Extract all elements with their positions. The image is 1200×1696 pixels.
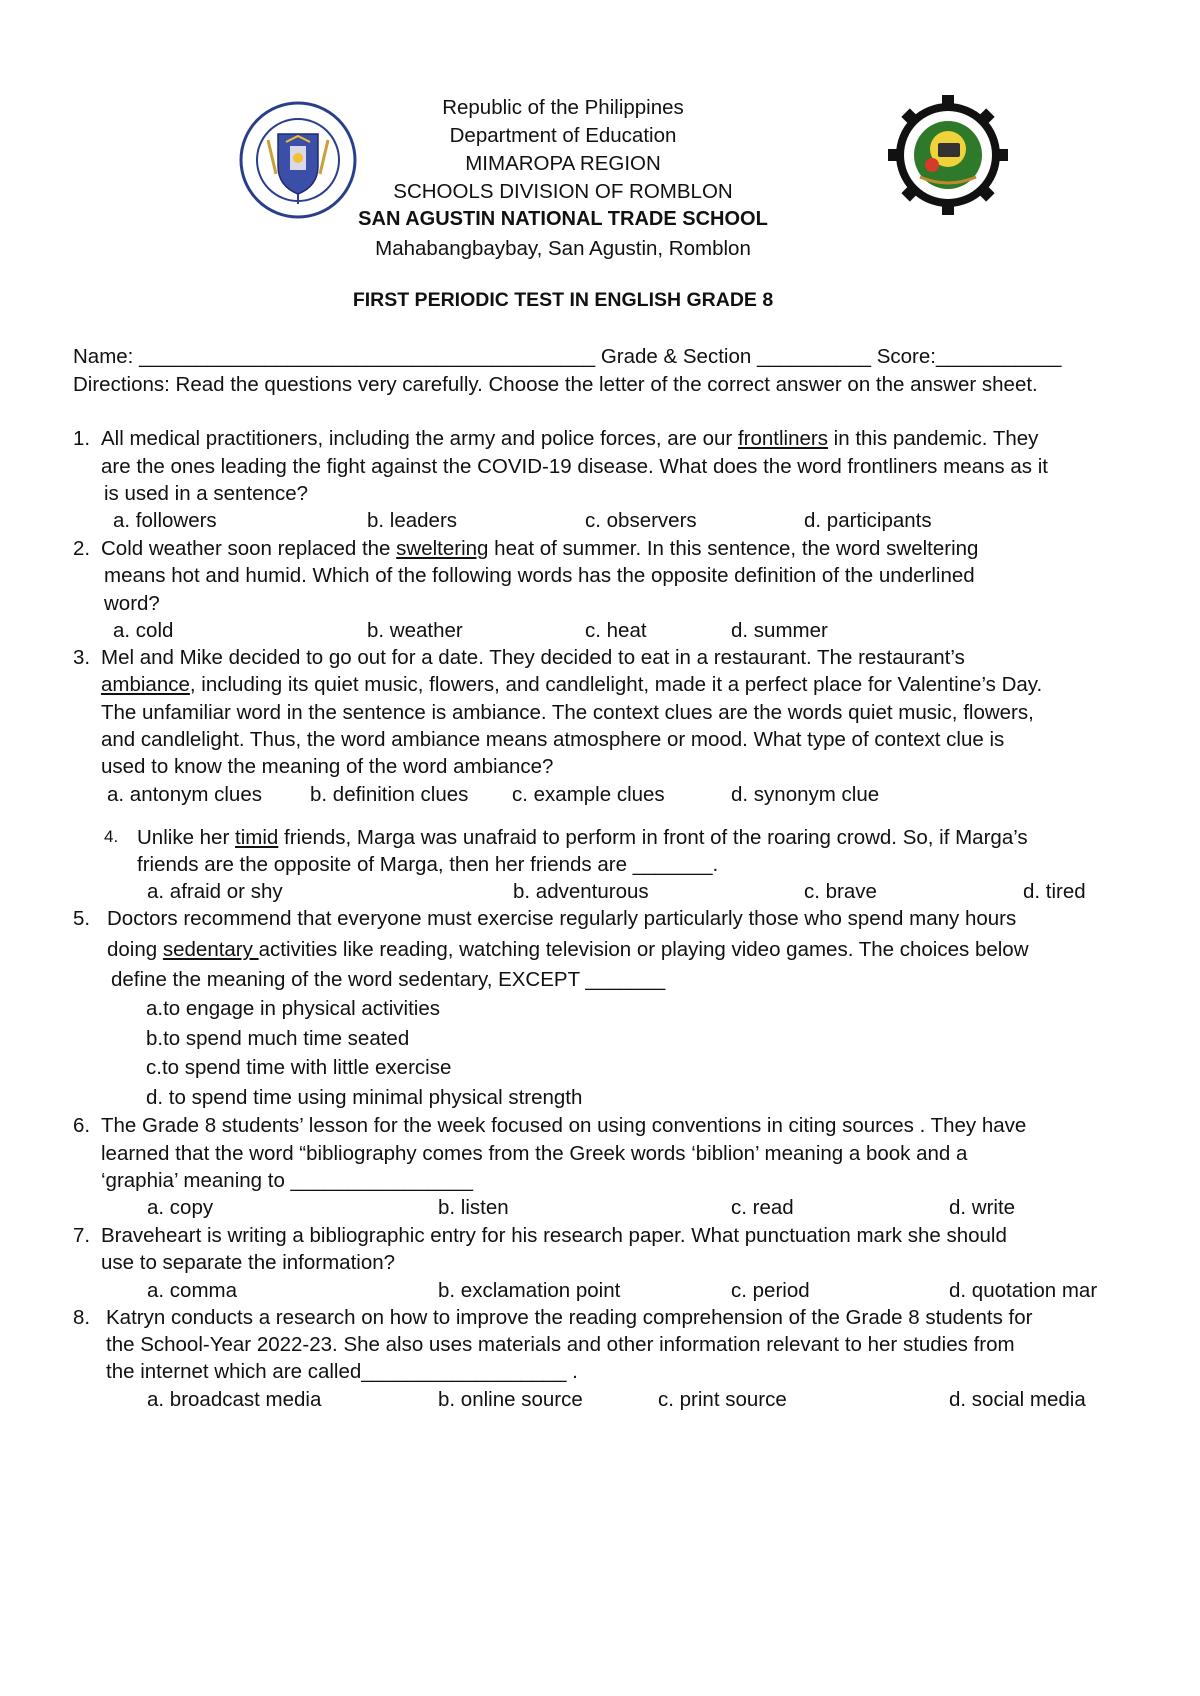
- q5-choice-d[interactable]: d. to spend time using minimal physical strength: [146, 1086, 583, 1109]
- q4-line2: friends are the opposite of Marga, then her friends are _______.: [137, 853, 719, 876]
- q6-line3: ‘graphia’ meaning to ________________: [101, 1169, 473, 1192]
- q4-choice-b[interactable]: b. adventurous: [513, 880, 649, 903]
- header-division: SCHOOLS DIVISION OF ROMBLON: [393, 180, 733, 203]
- q3-line2: [101, 673, 1042, 697]
- score-blank[interactable]: ___________: [935, 345, 1062, 368]
- q2-choice-a[interactable]: a. cold: [113, 619, 174, 642]
- q6-choice-a[interactable]: a. copy: [147, 1196, 214, 1219]
- q5-line2: [107, 938, 1029, 962]
- q7-choice-a[interactable]: a. comma: [147, 1279, 237, 1302]
- q8-choice-b[interactable]: b. online source: [438, 1388, 583, 1411]
- q5-choice-c[interactable]: c.to spend time with little exercise: [146, 1056, 452, 1079]
- q5-number: 5.: [73, 907, 91, 930]
- q6-choice-d[interactable]: d. write: [949, 1196, 1016, 1219]
- q8-line2: the School-Year 2022-23. She also uses materials and other information relevant to her studies from: [106, 1333, 1015, 1356]
- grade-section-blank[interactable]: __________: [756, 345, 871, 368]
- score-label: Score:: [876, 345, 936, 368]
- q3-choice-d[interactable]: d. synonym clue: [731, 783, 880, 806]
- q5-text-b: activities like reading, watching television or playing video games. The choices below: [258, 938, 1029, 961]
- q1-choice-d[interactable]: d. participants: [804, 509, 932, 532]
- q7-choice-c[interactable]: c. period: [731, 1279, 810, 1302]
- q2-underlined-word: sweltering: [396, 537, 489, 560]
- q4-number: 4.: [104, 827, 119, 846]
- name-blank[interactable]: ________________________________________: [139, 345, 596, 368]
- q3-choice-a[interactable]: a. antonym clues: [107, 783, 262, 806]
- q1-choice-c[interactable]: c. observers: [585, 509, 697, 532]
- q3-number: 3.: [73, 646, 91, 669]
- q6-line2: learned that the word “bibliography comes from the Greek words ‘biblion’ meaning a book and a: [101, 1142, 968, 1165]
- q8-choice-a[interactable]: a. broadcast media: [147, 1388, 322, 1411]
- q2-number: 2.: [73, 537, 91, 560]
- q6-number: 6.: [73, 1114, 91, 1137]
- q4-line1: [137, 826, 1028, 850]
- q1-text-a: All medical practitioners, including the army and police forces, are our: [101, 427, 738, 450]
- q7-line2: use to separate the information?: [101, 1251, 396, 1274]
- q8-line1: Katryn conducts a research on how to improve the reading comprehension of the Grade 8 students for: [106, 1306, 1033, 1329]
- q4-choice-d[interactable]: d. tired: [1023, 880, 1086, 903]
- q2-line1: [101, 537, 978, 561]
- q7-choice-b[interactable]: b. exclamation point: [438, 1279, 621, 1302]
- q1-underlined-word: frontliners: [737, 427, 828, 450]
- header-school-name: SAN AGUSTIN NATIONAL TRADE SCHOOL: [358, 208, 768, 230]
- q4-text-a: Unlike her: [137, 826, 235, 849]
- q5-choice-a[interactable]: a.to engage in physical activities: [146, 997, 441, 1020]
- q5-line1: Doctors recommend that everyone must exercise regularly particularly those who spend many hours: [107, 907, 1017, 930]
- q3-line4: and candlelight. Thus, the word ambiance means atmosphere or mood. What type of context clue is: [101, 728, 1005, 751]
- q2-text-b: heat of summer. In this sentence, the word sweltering: [488, 537, 979, 560]
- q2-text-a: Cold weather soon replaced the: [101, 537, 397, 560]
- q4-choice-c[interactable]: c. brave: [804, 880, 877, 903]
- q3-line3: The unfamiliar word in the sentence is ambiance. The context clues are the words quiet music, flowers,: [101, 701, 1034, 724]
- q3-line5: used to know the meaning of the word ambiance?: [101, 755, 554, 778]
- q7-choice-d[interactable]: d. quotation mar: [949, 1279, 1098, 1302]
- student-info-line: [73, 345, 1061, 369]
- q2-line3: word?: [104, 592, 160, 615]
- q4-text-b: friends, Marga was unafraid to perform in front of the roaring crowd. So, if Marga’s: [278, 826, 1028, 849]
- q3-choice-b[interactable]: b. definition clues: [310, 783, 469, 806]
- q2-choice-c[interactable]: c. heat: [585, 619, 647, 642]
- q3-choice-c[interactable]: c. example clues: [512, 783, 665, 806]
- q1-text-b: in this pandemic. They: [827, 427, 1039, 450]
- q6-choice-c[interactable]: c. read: [731, 1196, 794, 1219]
- q1-line3: is used in a sentence?: [104, 482, 308, 505]
- q1-line2: are the ones leading the fight against the COVID-19 disease. What does the word frontliners means as it: [101, 455, 1048, 478]
- q3-line1: Mel and Mike decided to go out for a date. They decided to eat in a restaurant. The restaurant’s: [101, 646, 965, 669]
- q2-choice-d[interactable]: d. summer: [731, 619, 828, 642]
- q1-choice-a[interactable]: a. followers: [113, 509, 217, 532]
- header-address: Mahabangbaybay, San Agustin, Romblon: [375, 237, 751, 260]
- header-region: MIMAROPA REGION: [465, 152, 661, 175]
- q5-text-a: doing: [107, 938, 163, 961]
- q8-choice-c[interactable]: c. print source: [658, 1388, 787, 1411]
- q8-number: 8.: [73, 1306, 91, 1329]
- q3-underlined-word: ambiance: [101, 673, 190, 696]
- q2-line2: means hot and humid. Which of the following words has the opposite definition of the underlined: [104, 564, 975, 587]
- header-republic: Republic of the Philippines: [442, 96, 684, 119]
- q2-choice-b[interactable]: b. weather: [367, 619, 463, 642]
- grade-section-label: Grade & Section: [600, 345, 752, 368]
- q1-line1: [101, 427, 1038, 451]
- header-department: Department of Education: [449, 124, 677, 147]
- q8-line3: the internet which are called__________________ .: [106, 1360, 578, 1383]
- q1-choice-b[interactable]: b. leaders: [367, 509, 458, 532]
- q5-choice-b[interactable]: b.to spend much time seated: [146, 1027, 410, 1050]
- q6-choice-b[interactable]: b. listen: [438, 1196, 509, 1219]
- q8-choice-d[interactable]: d. social media: [949, 1388, 1086, 1411]
- q4-underlined-word: timid: [235, 826, 279, 849]
- q5-underlined-word: sedentary: [162, 938, 259, 961]
- q7-number: 7.: [73, 1224, 91, 1247]
- directions: Directions: Read the questions very carefully. Choose the letter of the correct answer on the answer sheet.: [73, 373, 1038, 396]
- test-title: FIRST PERIODIC TEST IN ENGLISH GRADE 8: [352, 289, 774, 311]
- name-label: Name:: [73, 345, 134, 368]
- q3-text-b: , including its quiet music, flowers, and candlelight, made it a perfect place for Valentine’s Day.: [189, 673, 1043, 696]
- q6-line1: The Grade 8 students’ lesson for the week focused on using conventions in citing sources . They have: [101, 1114, 1027, 1137]
- q7-line1: Braveheart is writing a bibliographic entry for his research paper. What punctuation mark she should: [101, 1224, 1007, 1247]
- q1-number: 1.: [73, 427, 91, 450]
- q4-choice-a[interactable]: a. afraid or shy: [147, 880, 283, 903]
- q5-line3: define the meaning of the word sedentary, EXCEPT _______: [111, 968, 666, 991]
